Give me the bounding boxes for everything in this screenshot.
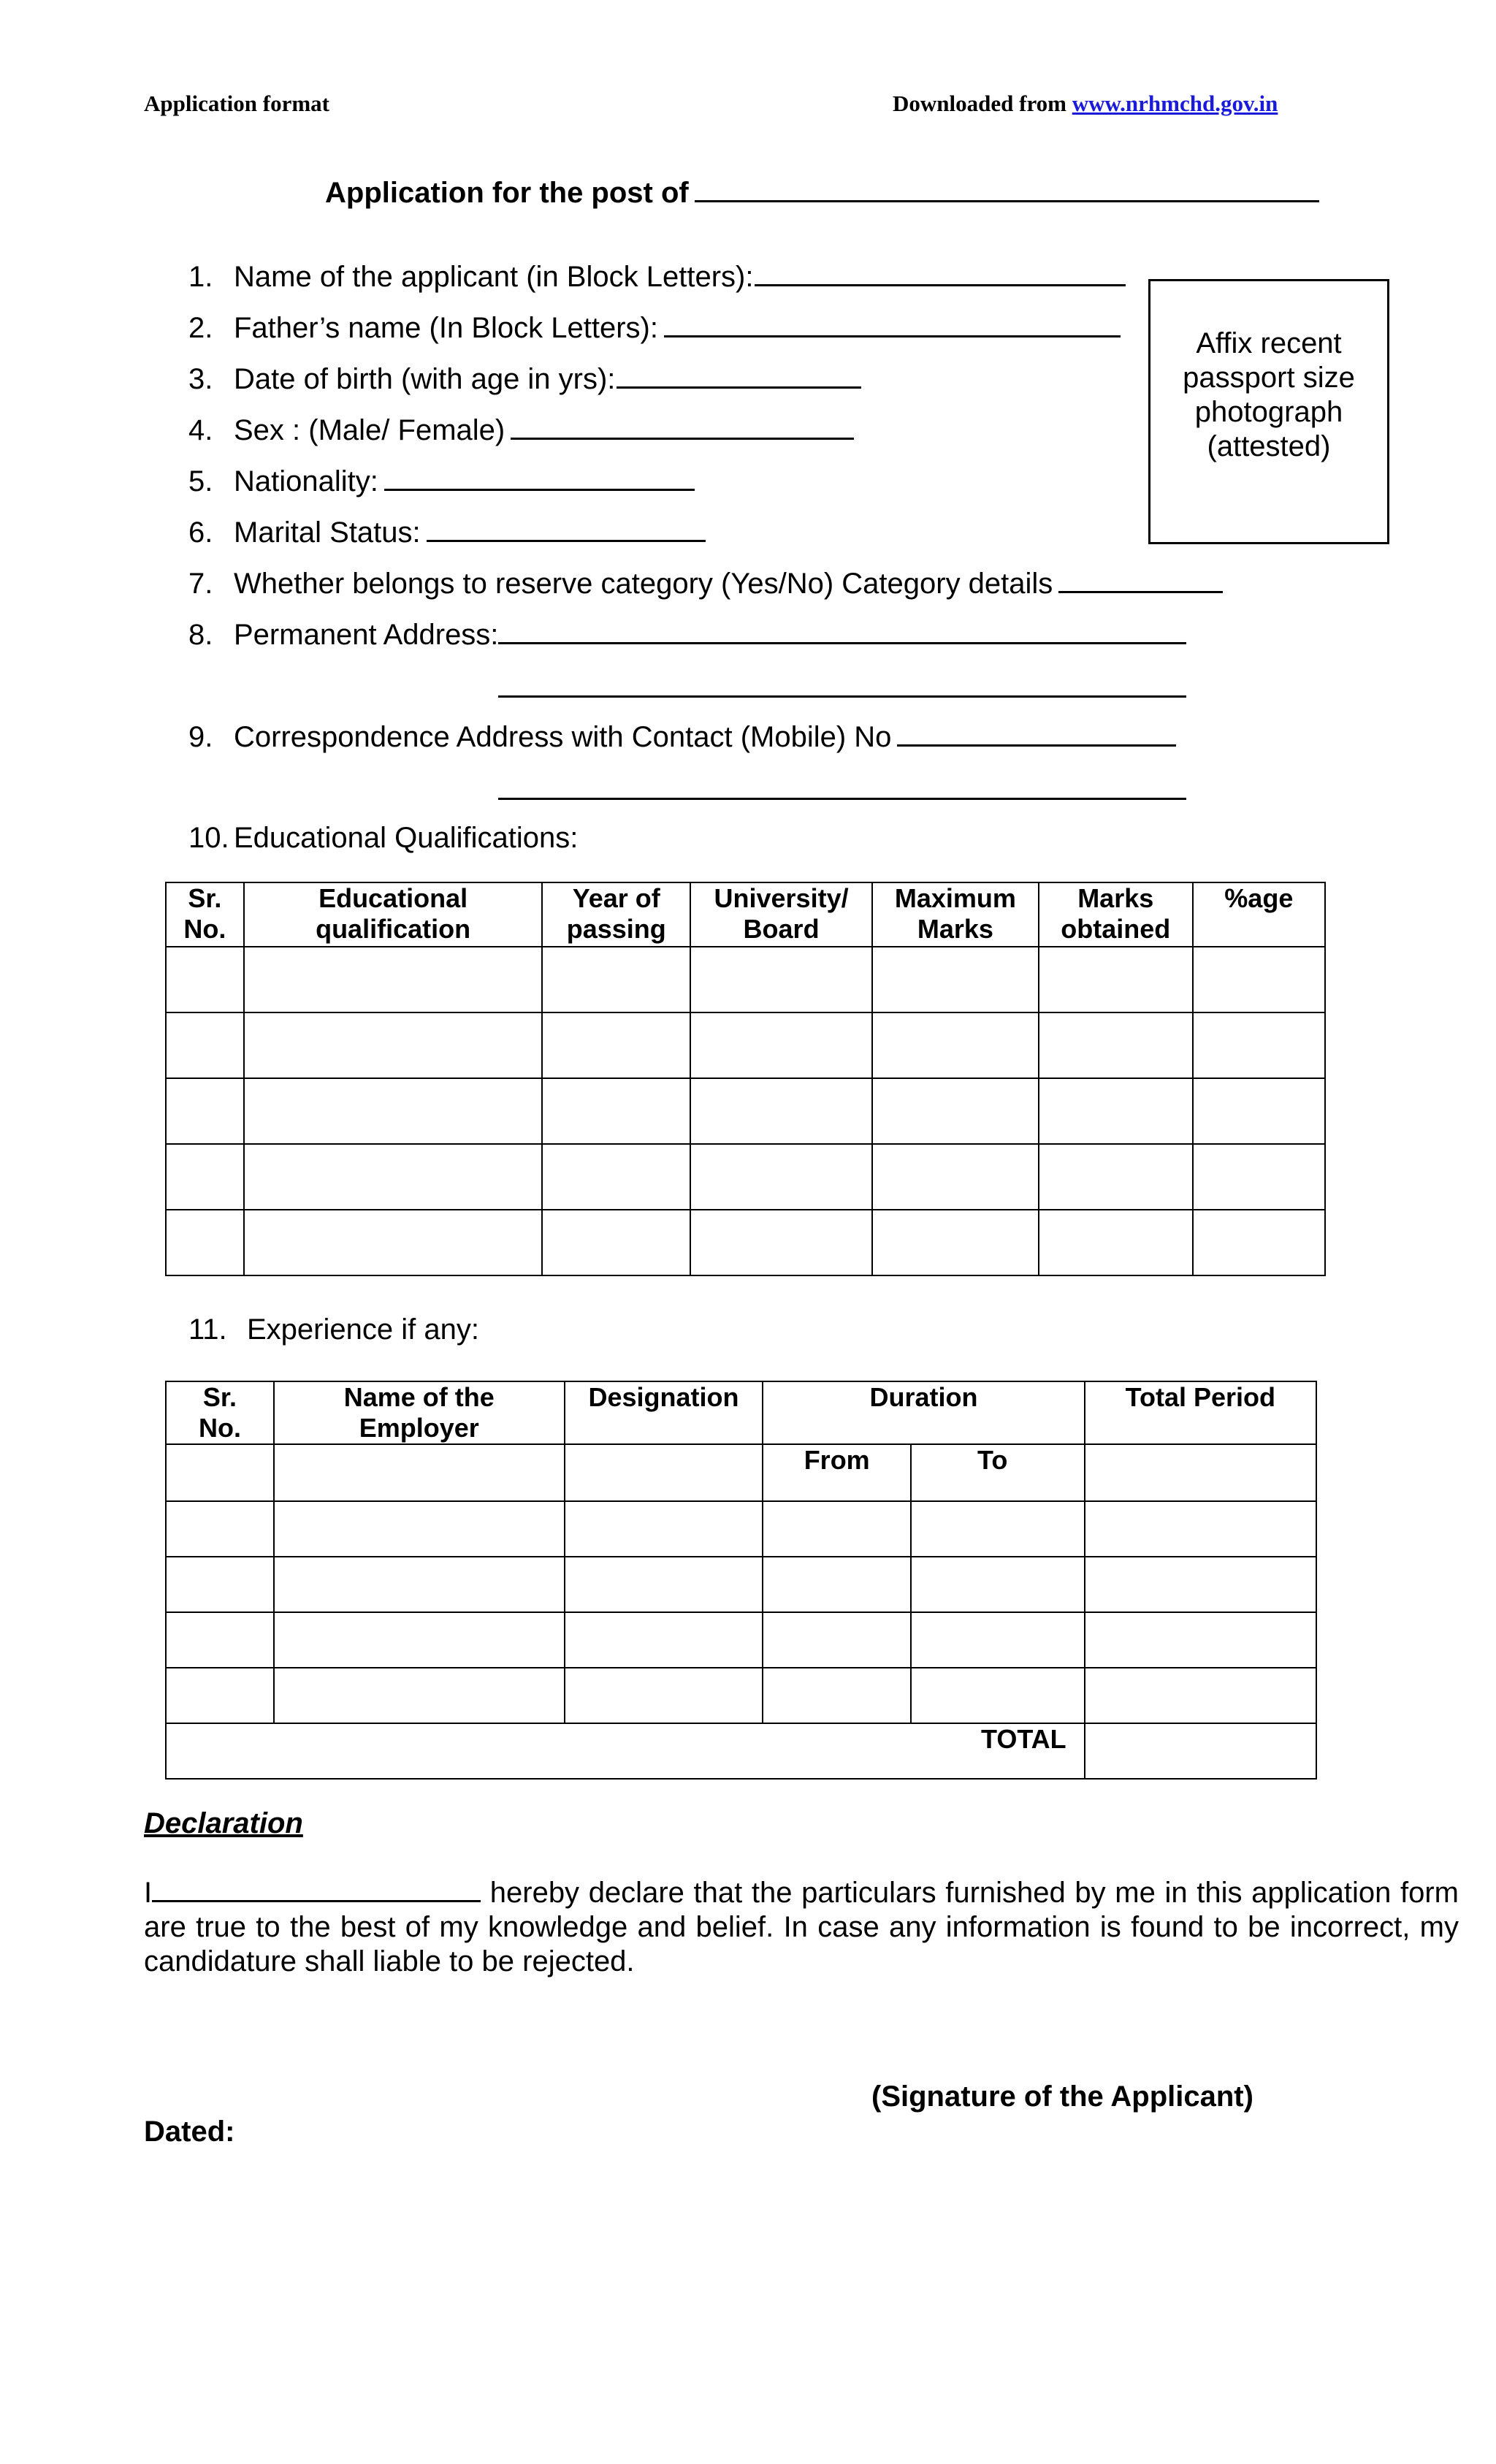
item-label: Father’s name (In Block Letters): [234, 312, 658, 344]
table-cell[interactable] [166, 1210, 244, 1275]
header-left: Application format [144, 91, 330, 116]
table-cell[interactable] [274, 1557, 565, 1612]
title-text: Application for the post of [325, 177, 689, 209]
table-cell[interactable] [763, 1557, 911, 1612]
table-cell[interactable] [1193, 1078, 1325, 1144]
table-row [166, 1444, 1316, 1501]
table-cell[interactable] [542, 1078, 690, 1144]
item-label: Correspondence Address with Contact (Mobile) No [234, 721, 892, 753]
col-header-total-period: Total Period [1085, 1381, 1316, 1444]
table-cell[interactable] [1193, 1012, 1325, 1078]
table-cell[interactable] [1085, 1557, 1316, 1612]
table-cell[interactable] [1085, 1668, 1316, 1723]
item-number: 11. [188, 1313, 227, 1346]
col-header-duration: Duration [763, 1381, 1084, 1444]
item-label: Marital Status: [234, 516, 421, 549]
item-number: 8. [188, 619, 213, 651]
category-blank[interactable] [1058, 566, 1223, 593]
website-link[interactable]: www.nrhmchd.gov.in [1072, 91, 1278, 116]
dob-blank[interactable] [617, 362, 861, 389]
table-cell[interactable] [911, 1501, 1085, 1557]
table-cell[interactable] [166, 1078, 244, 1144]
col-header-sr-no: Sr. No. [166, 1381, 274, 1444]
table-cell[interactable] [244, 1078, 543, 1144]
table-cell[interactable] [166, 1144, 244, 1210]
table-row [166, 1557, 1316, 1612]
table-cell[interactable] [872, 1144, 1039, 1210]
item-label: Whether belongs to reserve category (Yes/No) Category details [234, 568, 1053, 600]
name-blank[interactable] [755, 259, 1126, 286]
table-cell[interactable] [166, 1444, 274, 1501]
item-number: 4. [188, 414, 213, 446]
table-cell[interactable] [872, 1012, 1039, 1078]
total-row [166, 1723, 1316, 1779]
item-number: 7. [188, 568, 213, 600]
col-header-employer: Name of the Employer [274, 1381, 565, 1444]
table-cell[interactable] [690, 1210, 872, 1275]
table-cell[interactable] [690, 1144, 872, 1210]
table-cell[interactable] [565, 1444, 763, 1501]
col-header-sr-no: Sr. No. [166, 882, 244, 947]
table-cell[interactable] [565, 1557, 763, 1612]
table-cell[interactable] [1193, 947, 1325, 1012]
item-label: Date of birth (with age in yrs): [234, 363, 616, 395]
table-cell[interactable] [911, 1668, 1085, 1723]
photo-box-text: Affix recent passport size photograph (attested) [1183, 327, 1355, 462]
marital-status-blank[interactable] [427, 515, 706, 542]
photo-box[interactable] [1148, 279, 1389, 544]
table-row [166, 1012, 1325, 1078]
table-cell[interactable] [1039, 1144, 1193, 1210]
col-subheader-from[interactable]: From [763, 1444, 911, 1501]
item-number: 3. [188, 363, 213, 395]
education-table [165, 882, 1326, 1276]
col-header-max-marks: Maximum Marks [872, 882, 1039, 947]
post-blank[interactable] [695, 175, 1319, 202]
item-permanent-address [188, 617, 1186, 652]
correspondence-address-line-2[interactable] [498, 798, 1186, 800]
table-cell[interactable] [1039, 1012, 1193, 1078]
table-row [166, 1501, 1316, 1557]
table-cell[interactable] [872, 1210, 1039, 1275]
table-cell[interactable] [911, 1557, 1085, 1612]
table-cell[interactable] [1039, 1210, 1193, 1275]
nationality-blank[interactable] [384, 464, 695, 491]
declaration-body: hereby declare that the particulars furnished by me in this application form are true to the best of my knowledge and belief. In case any information is found to be incorrect, my candidature shall liable to be rejected. [144, 1877, 1459, 1977]
table-cell[interactable] [274, 1668, 565, 1723]
table-cell[interactable] [542, 947, 690, 1012]
table-cell[interactable] [274, 1612, 565, 1668]
declaration-text [144, 1875, 1459, 1979]
item-sex [188, 413, 854, 447]
declarant-name-blank[interactable] [152, 1875, 481, 1902]
total-label: TOTAL [166, 1723, 1085, 1779]
mobile-blank[interactable] [897, 720, 1176, 747]
table-cell[interactable] [565, 1668, 763, 1723]
header-right-prefix: Downloaded from [893, 91, 1072, 116]
item-label: Nationality: [234, 465, 378, 497]
table-cell[interactable] [690, 1012, 872, 1078]
item-label: Experience if any: [247, 1313, 479, 1346]
table-cell[interactable] [244, 1144, 543, 1210]
table-cell[interactable] [1193, 1210, 1325, 1275]
table-cell[interactable] [166, 1668, 274, 1723]
item-reserve-category [188, 566, 1223, 600]
item-name [188, 259, 1126, 294]
experience-table [165, 1381, 1317, 1780]
table-cell[interactable] [690, 1078, 872, 1144]
item-nationality [188, 464, 695, 498]
item-marital-status [188, 515, 706, 549]
col-header-percentage: %age [1193, 882, 1325, 947]
table-cell[interactable] [542, 1144, 690, 1210]
table-row [166, 947, 1325, 1012]
permanent-address-line-2[interactable] [498, 695, 1186, 698]
item-label: Name of the applicant (in Block Letters): [234, 261, 754, 293]
item-educational-qualifications [188, 822, 578, 855]
table-cell[interactable] [565, 1612, 763, 1668]
table-row [166, 1668, 1316, 1723]
col-header-marks-obtained: Marks obtained [1039, 882, 1193, 947]
table-row [166, 1078, 1325, 1144]
table-cell[interactable] [763, 1668, 911, 1723]
col-header-university: University/ Board [690, 882, 872, 947]
table-cell[interactable] [1039, 1078, 1193, 1144]
table-cell[interactable] [1193, 1144, 1325, 1210]
sex-blank[interactable] [511, 413, 854, 440]
declaration-prefix: I [144, 1877, 153, 1909]
table-cell[interactable] [542, 1210, 690, 1275]
table-row [166, 1210, 1325, 1275]
table-cell[interactable] [1085, 1444, 1316, 1501]
table-cell[interactable] [1085, 1501, 1316, 1557]
table-cell[interactable] [872, 947, 1039, 1012]
table-cell[interactable] [872, 1078, 1039, 1144]
item-father-name [188, 310, 1121, 345]
table-cell[interactable] [244, 1012, 543, 1078]
item-number: 10. [188, 822, 229, 854]
father-name-blank[interactable] [664, 310, 1121, 337]
col-subheader-to[interactable]: To [911, 1444, 1085, 1501]
col-header-year: Year of passing [542, 882, 690, 947]
dated-label: Dated: [144, 2116, 235, 2148]
table-cell[interactable] [274, 1501, 565, 1557]
table-cell[interactable] [274, 1444, 565, 1501]
item-label: Educational Qualifications: [234, 822, 579, 854]
table-cell[interactable] [244, 1210, 543, 1275]
education-header-row [166, 882, 1325, 947]
table-cell[interactable] [911, 1612, 1085, 1668]
col-header-designation: Designation [565, 1381, 763, 1444]
item-label: Permanent Address: [234, 619, 499, 651]
table-cell[interactable] [166, 1012, 244, 1078]
col-header-qualification: Educational qualification [244, 882, 543, 947]
item-number: 5. [188, 465, 213, 497]
table-cell[interactable] [763, 1501, 911, 1557]
item-number: 6. [188, 516, 213, 549]
signature-label: (Signature of the Applicant) [871, 2080, 1253, 2113]
header-right [893, 91, 1278, 117]
item-number: 9. [188, 721, 213, 753]
item-dob [188, 362, 861, 396]
table-cell[interactable] [542, 1012, 690, 1078]
table-cell[interactable] [166, 1612, 274, 1668]
item-number: 1. [188, 261, 213, 293]
table-cell[interactable] [1085, 1612, 1316, 1668]
item-experience [188, 1313, 479, 1346]
table-cell[interactable] [244, 947, 543, 1012]
item-correspondence-address [188, 720, 1176, 754]
total-period-cell[interactable] [1085, 1723, 1316, 1779]
page-title [325, 175, 1319, 210]
table-cell[interactable] [565, 1501, 763, 1557]
table-cell[interactable] [166, 1501, 274, 1557]
item-number: 2. [188, 312, 213, 344]
table-row [166, 1144, 1325, 1210]
table-cell[interactable] [763, 1612, 911, 1668]
permanent-address-blank[interactable] [498, 617, 1186, 644]
table-cell[interactable] [1039, 947, 1193, 1012]
table-cell[interactable] [690, 947, 872, 1012]
table-cell[interactable] [166, 1557, 274, 1612]
table-row [166, 1612, 1316, 1668]
experience-header-row [166, 1381, 1316, 1444]
declaration-heading: Declaration [144, 1807, 303, 1839]
table-cell[interactable] [166, 947, 244, 1012]
item-label: Sex : (Male/ Female) [234, 414, 505, 446]
